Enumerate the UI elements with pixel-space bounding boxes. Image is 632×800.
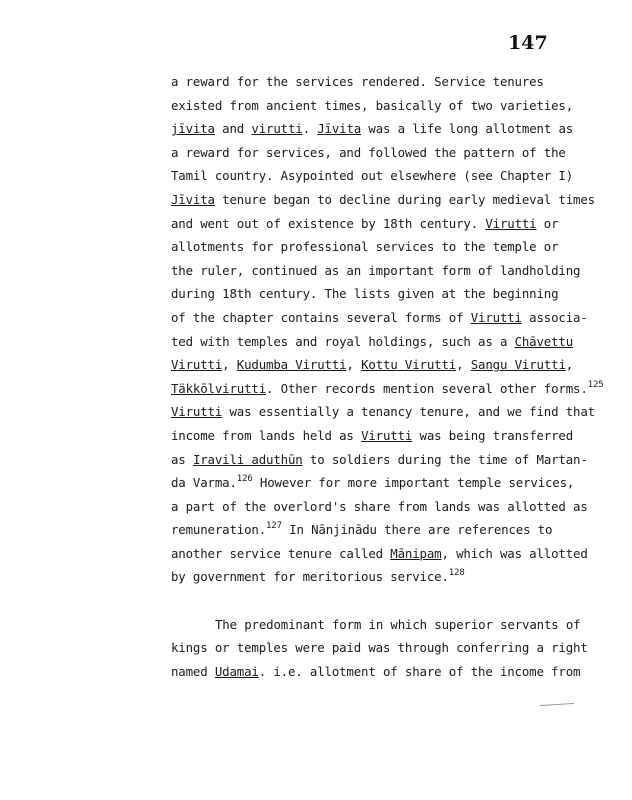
text-run: associa- <box>521 309 588 325</box>
text-run: , <box>346 357 362 373</box>
text-run: allotments for professional services to the temple or <box>171 239 559 255</box>
text-line <box>171 212 611 236</box>
underlined-term: Mānipam <box>390 545 442 561</box>
text-line <box>171 235 611 259</box>
text-line <box>171 613 611 637</box>
underlined-term: Udamai <box>214 663 259 679</box>
text-line <box>171 164 611 188</box>
text-run: was a life long allotment as <box>361 121 574 137</box>
text-run: . Other records mention several other forms. <box>266 380 588 396</box>
text-line <box>171 94 611 118</box>
text-line <box>171 660 611 684</box>
footnote-marker: 126 <box>236 474 253 485</box>
text-line <box>171 70 611 94</box>
text-line <box>171 377 611 401</box>
text-run: named <box>171 663 215 679</box>
underlined-term: Virutti <box>171 357 223 373</box>
text-line <box>171 141 611 165</box>
text-run: remuneration. <box>171 522 267 538</box>
underlined-term: Kudumba Virutti <box>236 357 347 373</box>
text-run: income from lands held as <box>171 427 362 443</box>
text-line <box>171 565 611 589</box>
text-run: kings or temples were paid was through conferring a right <box>171 640 588 656</box>
paragraph-gap <box>171 589 611 613</box>
text-run: of the chapter contains several forms of <box>171 309 471 325</box>
underlined-term: Kottu Virutti <box>361 357 457 373</box>
text-run: by government for meritorious service. <box>171 569 449 585</box>
text-line <box>171 448 611 472</box>
text-run: , which was allotted <box>441 545 588 561</box>
text-line <box>171 188 611 212</box>
text-run: the ruler, continued as an important form of landholding <box>171 262 581 278</box>
page-number: 147 <box>508 32 548 54</box>
text-run: Tamil country. Asypointed out elsewhere (see Chapter I) <box>171 168 574 184</box>
footnote-marker: 128 <box>448 568 465 579</box>
text-run: The predominant form in which superior servants of <box>215 616 581 632</box>
underlined-term: Virutti <box>470 309 522 325</box>
text-run: was essentially a tenancy tenure, and we find that <box>222 404 595 420</box>
text-line <box>171 518 611 542</box>
underlined-term: Virutti <box>171 404 223 420</box>
underlined-term: Sangu Virutti <box>470 357 566 373</box>
text-run: , <box>565 357 574 373</box>
text-run: In Nānjinādu there are references to <box>281 522 553 538</box>
text-run: to soldiers during the time of Martan- <box>302 451 588 467</box>
underlined-term: Täkkōlvirutti <box>171 380 267 396</box>
footnote-marker: 125 <box>587 379 604 390</box>
text-line <box>171 424 611 448</box>
text-run: another service tenure called <box>171 545 391 561</box>
text-run: ted with temples and royal holdings, such as a <box>171 333 515 349</box>
text-run: existed from ancient times, basically of two varieties, <box>171 97 574 113</box>
text-run: da Varma. <box>171 475 237 491</box>
text-line <box>171 542 611 566</box>
text-line <box>171 282 611 306</box>
underlined-term: Jīvita <box>171 191 215 207</box>
text-line <box>171 330 611 354</box>
text-run: was being transferred <box>412 427 574 443</box>
footnote-marker: 127 <box>266 521 282 532</box>
text-run: tenure began to decline during early medieval times <box>214 191 595 207</box>
text-run: and <box>214 121 252 137</box>
text-run: a reward for services, and followed the pattern of the <box>171 144 566 160</box>
text-run: a part of the overlord's share from lands was allotted as <box>171 498 588 514</box>
text-line <box>171 495 611 519</box>
underlined-term: jīvita <box>171 121 215 137</box>
scan-mark <box>540 703 574 706</box>
underlined-term: Iravili aduthūn <box>192 451 303 467</box>
text-run: , <box>456 357 471 373</box>
text-run: during 18th century. The lists given at the beginning <box>171 286 559 302</box>
text-run: or <box>536 215 559 231</box>
underlined-term: Jīvita <box>317 121 362 137</box>
text-line <box>171 259 611 283</box>
text-line <box>171 353 611 377</box>
text-run: . i.e. allotment of share of the income from <box>258 663 581 679</box>
text-line <box>171 471 611 495</box>
text-line <box>171 636 611 660</box>
text-run: However for more important temple services, <box>252 475 575 491</box>
text-run: and went out of existence by 18th century. <box>171 215 486 231</box>
underlined-term: Chāvettu <box>514 333 574 349</box>
underlined-term: Virutti <box>485 215 537 231</box>
text-run: as <box>171 451 193 467</box>
text-line <box>171 400 611 424</box>
text-run: , <box>222 357 237 373</box>
underlined-term: virutti <box>251 121 303 137</box>
underlined-term: Virutti <box>361 427 413 443</box>
text-run: a reward for the services rendered. Service tenures <box>171 74 544 89</box>
body-text <box>171 70 611 683</box>
text-line <box>171 306 611 330</box>
text-run: . <box>302 121 318 137</box>
text-line <box>171 117 611 141</box>
